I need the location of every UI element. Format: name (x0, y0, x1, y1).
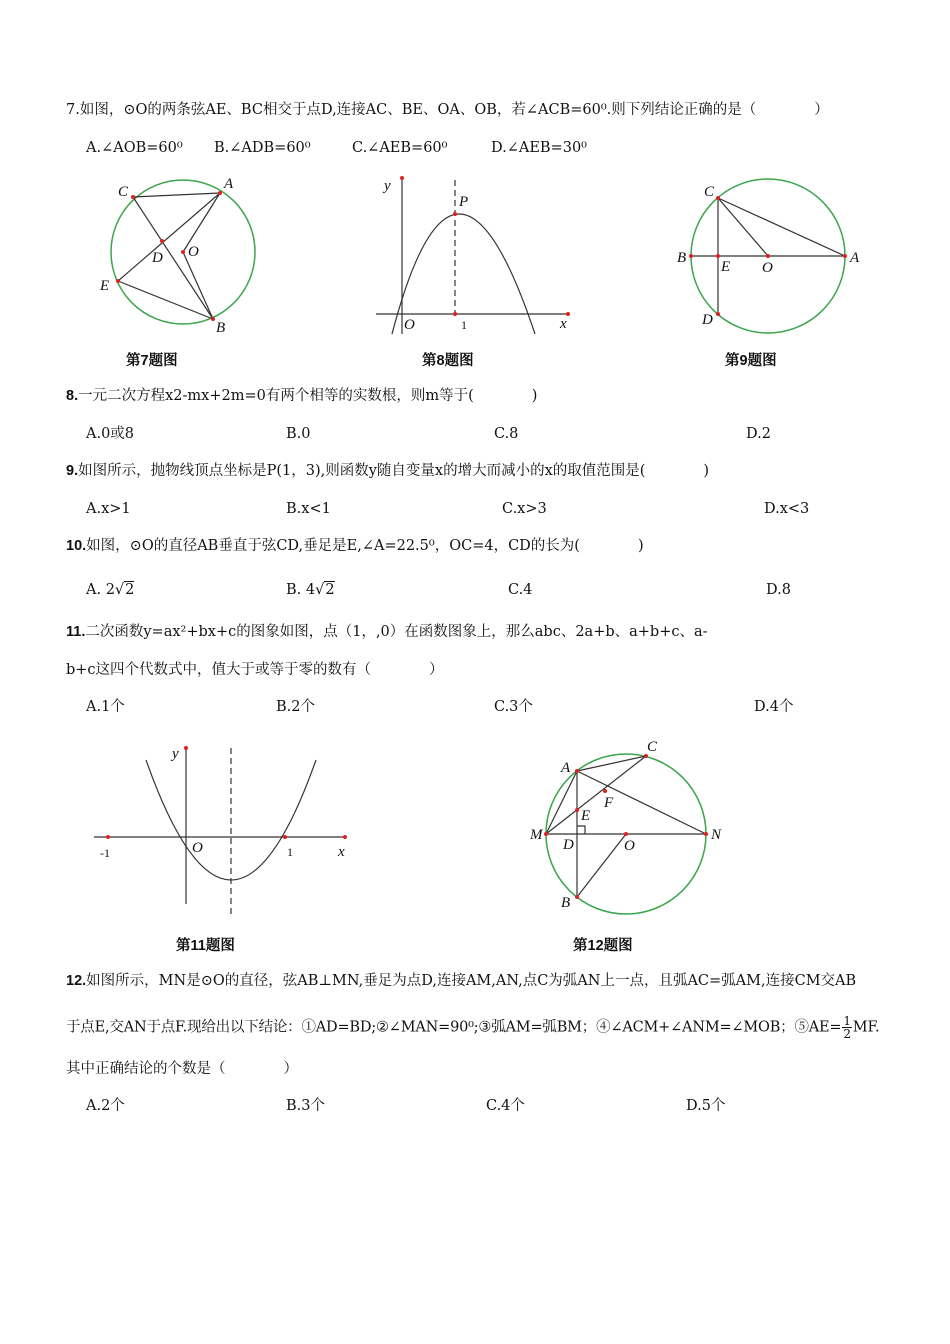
q7-text: 如图，⊙O的两条弦AE、BC相交于点D,连接AC、BE、OA、OB，若∠ACB=60⁰.则下列结论正确的是（ ） (79, 102, 829, 118)
fig8-label-p: P (459, 194, 469, 210)
fig11-label-neg1: -1 (100, 846, 110, 860)
fig8-label-x: x (560, 316, 567, 332)
q11-text-line1: 二次函数y=ax²+bx+c的图象如图，点（1，,0）在函数图象上，那么abc、2a+b、a+b+c、a- (85, 624, 708, 640)
q9-text: 如图所示，抛物线顶点坐标是P(1，3),则函数y随自变量x的增大而减小的x的取值范围是( ) (78, 463, 710, 479)
q7-option-d: D.∠AEB=30⁰ (491, 140, 587, 156)
fig8-label-y: y (384, 178, 391, 194)
figure-11 (90, 740, 360, 920)
q10-option-b-coef: B. 4 (286, 582, 316, 598)
q10-option-b (286, 580, 335, 600)
q11-option-c: C.3个 (494, 699, 533, 715)
fig12-label-c: C (647, 739, 658, 755)
fig11-label-o: O (192, 840, 203, 856)
q9-option-b: B.x<1 (286, 501, 331, 517)
figure-7 (90, 170, 280, 340)
fig9-label-a: A (850, 250, 860, 266)
fig7-label-b: B (216, 320, 226, 336)
fig11-label-1: 1 (287, 845, 293, 859)
q8-option-d: D.2 (746, 426, 771, 442)
q9-stem (66, 461, 709, 481)
fig11-label-x: x (338, 844, 345, 860)
fig7-label-a: A (224, 176, 234, 192)
q7-option-c: C.∠AEB=60⁰ (352, 140, 448, 156)
caption-fig7: 第7题图 (126, 353, 178, 369)
q7-number: 7. (66, 102, 80, 118)
q10-option-a (86, 580, 134, 600)
caption-fig8: 第8题图 (422, 353, 474, 369)
fig8-label-1: 1 (461, 318, 467, 332)
q8-text: 一元二次方程x2-mx+2m=0有两个相等的实数根，则m等于( ) (78, 388, 538, 404)
fig11-label-y: y (172, 746, 179, 762)
q10-option-d: D.8 (766, 582, 791, 598)
q9-option-a: A.x>1 (86, 501, 131, 517)
caption-fig9: 第9题图 (725, 353, 777, 369)
q12-stem-line2 (66, 1015, 879, 1040)
fig9-label-d: D (702, 312, 713, 328)
q10-option-b-sqrt: √2 (315, 582, 335, 598)
fig7-label-o: O (188, 244, 199, 260)
q12-fraction: $\frac{1}{2}$ (843, 1014, 851, 1041)
fig9-label-b: B (677, 250, 687, 266)
q11-option-a: A.1个 (86, 699, 125, 715)
fig9-label-o: O (762, 260, 773, 276)
q12-option-a: A.2个 (86, 1098, 125, 1114)
fig9-label-c: C (704, 184, 715, 200)
caption-fig12: 第12题图 (573, 938, 633, 954)
q10-option-a-sqrt: √2 (114, 582, 135, 598)
fig12-label-b: B (561, 895, 571, 911)
fig12-label-n: N (711, 827, 722, 843)
q9-number: 9. (66, 463, 79, 479)
q12-stem-line1 (66, 971, 856, 991)
q9-option-c: C.x>3 (502, 501, 547, 517)
q8-stem (66, 386, 537, 406)
q10-stem (66, 536, 644, 556)
figure-12 (525, 735, 735, 915)
q10-option-a-coef: A. 2 (86, 582, 115, 598)
q10-text: 如图，⊙O的直径AB垂直于弦CD,垂足是E,∠A=22.5⁰，OC=4，CD的长为( ) (86, 538, 644, 554)
fig12-label-d: D (563, 837, 574, 853)
q11-option-b: B.2个 (276, 699, 315, 715)
q12-stem-line3: 其中正确结论的个数是（ ） (66, 1061, 298, 1077)
q9-option-d: D.x<3 (764, 501, 810, 517)
fig7-label-d: D (152, 250, 163, 266)
q12-text-line2a: 于点E,交AN于点F.现给出以下结论：①AD=BD;②∠MAN=90⁰;③弧AM=弧BM；④∠ACM+∠ANM=∠MOB；⑤AE= (66, 1019, 842, 1036)
q10-number: 10. (66, 538, 87, 554)
q11-stem-line1 (66, 622, 708, 642)
q8-option-a: A.0或8 (86, 426, 135, 442)
q12-text-line1: 如图所示，MN是⊙O的直径，弦AB⊥MN,垂足为点D,连接AM,AN,点C为弧AN上一点，且弧AC=弧AM,连接CM交AB (86, 973, 857, 989)
q7-stem (66, 100, 829, 120)
q7-option-b: B.∠ADB=60⁰ (214, 140, 311, 156)
figure-9 (672, 172, 872, 342)
caption-fig11: 第11题图 (176, 938, 235, 954)
q10-option-c: C.4 (508, 582, 533, 598)
fig12-label-f: F (604, 795, 614, 811)
figure-8 (370, 172, 580, 342)
q12-text-line2b: MF. (852, 1019, 880, 1036)
q12-option-b: B.3个 (286, 1098, 325, 1114)
fig12-label-e: E (581, 808, 591, 824)
q12-number: 12. (66, 973, 87, 989)
q11-stem-line2: b+c这四个代数式中，值大于或等于零的数有（ ） (66, 662, 444, 678)
q11-number: 11. (66, 624, 86, 640)
q12-option-c: C.4个 (486, 1098, 525, 1114)
fig7-label-c: C (118, 184, 129, 200)
fig12-label-o: O (624, 838, 635, 854)
fig8-label-o: O (404, 317, 415, 333)
fig9-label-e: E (721, 259, 731, 275)
fig7-label-e: E (100, 278, 110, 294)
q8-option-c: C.8 (494, 426, 519, 442)
q8-number: 8. (66, 388, 79, 404)
q7-option-a: A.∠AOB=60⁰ (86, 140, 183, 156)
q8-option-b: B.0 (286, 426, 311, 442)
q11-option-d: D.4个 (754, 699, 794, 715)
fig12-label-m: M (530, 827, 543, 843)
fig12-label-a: A (561, 760, 571, 776)
q12-option-d: D.5个 (686, 1098, 726, 1114)
